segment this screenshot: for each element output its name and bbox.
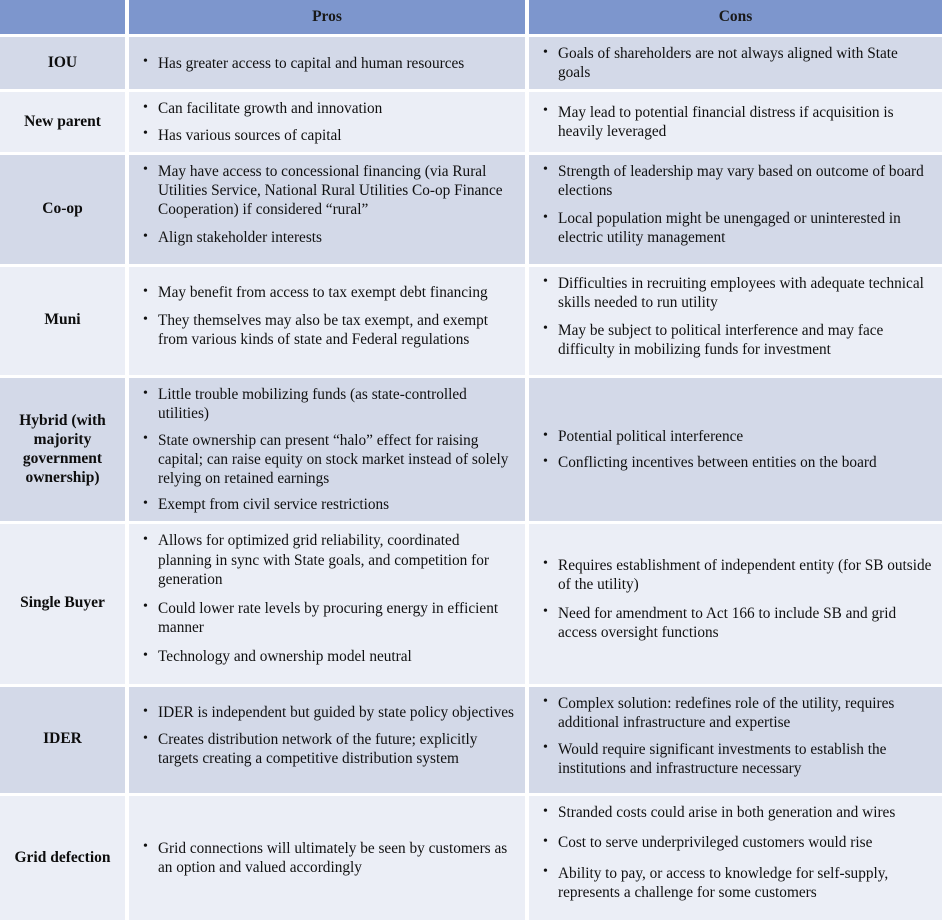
bullet-item: • Align stakeholder interests xyxy=(141,228,515,247)
bullet-item: • Has various sources of capital xyxy=(141,126,515,145)
row-pros-cell xyxy=(129,37,529,92)
table-row xyxy=(0,796,942,920)
table-row xyxy=(0,524,942,686)
bullet-item: • They themselves may also be tax exempt, and exempt from various kinds of state and Federal regulations xyxy=(141,311,515,349)
row-pros-cell xyxy=(129,155,529,267)
row-cons-cell xyxy=(529,155,942,267)
table-row xyxy=(0,37,942,92)
cons-bullet-list xyxy=(541,803,932,902)
bullet-item: • Complex solution: redefines role of the utility, requires additional infrastructure and expertise xyxy=(541,694,932,732)
bullet-item: • Exempt from civil service restrictions xyxy=(141,495,515,514)
row-category-label: IOU xyxy=(0,37,129,92)
bullet-item: • Conflicting incentives between entities on the board xyxy=(541,453,932,472)
cons-bullet-list xyxy=(541,162,932,248)
row-cons-cell xyxy=(529,267,942,379)
header-corner-cell xyxy=(0,0,129,37)
row-cons-cell xyxy=(529,37,942,92)
row-category-label: New parent xyxy=(0,92,129,154)
bullet-item: • May have access to concessional financing (via Rural Utilities Service, National Rural Utilities Co-op Finance Cooperation) if considered “rural” xyxy=(141,162,515,220)
row-pros-cell xyxy=(129,378,529,524)
row-category-label: Grid defection xyxy=(0,796,129,920)
bullet-item: • Potential political interference xyxy=(541,427,932,446)
bullet-item: • Allows for optimized grid reliability, coordinated planning in sync with State goals, and competition for generation xyxy=(141,531,515,589)
pros-bullet-list xyxy=(141,703,515,769)
table-header xyxy=(0,0,942,37)
row-category-label: Co-op xyxy=(0,155,129,267)
header-pros: Pros xyxy=(129,0,529,37)
row-cons-cell xyxy=(529,796,942,920)
pros-bullet-list xyxy=(141,54,515,73)
cons-bullet-list xyxy=(541,556,932,643)
bullet-item: • Ability to pay, or access to knowledge for self-supply, represents a challenge for some customers xyxy=(541,864,932,902)
bullet-item: • Would require significant investments to establish the institutions and infrastructure necessary xyxy=(541,740,932,778)
bullet-item: • State ownership can present “halo” effect for raising capital; can raise equity on stock market instead of solely relying on retained earnings xyxy=(141,431,515,489)
cons-bullet-list xyxy=(541,427,932,472)
pros-bullet-list xyxy=(141,162,515,248)
table-row xyxy=(0,378,942,524)
table-row xyxy=(0,687,942,797)
bullet-item: • May lead to potential financial distress if acquisition is heavily leveraged xyxy=(541,103,932,141)
row-pros-cell xyxy=(129,92,529,154)
pros-bullet-list xyxy=(141,283,515,350)
bullet-item: • Goals of shareholders are not always aligned with State goals xyxy=(541,44,932,82)
bullet-item: • Technology and ownership model neutral xyxy=(141,647,515,666)
row-cons-cell xyxy=(529,92,942,154)
header-cons: Cons xyxy=(529,0,942,37)
bullet-item: • Need for amendment to Act 166 to include SB and grid access oversight functions xyxy=(541,604,932,642)
row-category-label: Muni xyxy=(0,267,129,379)
row-category-label: Hybrid (with majority government ownership) xyxy=(0,378,129,524)
table-row xyxy=(0,155,942,267)
bullet-item: • Requires establishment of independent entity (for SB outside of the utility) xyxy=(541,556,932,594)
row-pros-cell xyxy=(129,267,529,379)
row-pros-cell xyxy=(129,524,529,686)
pros-bullet-list xyxy=(141,99,515,144)
bullet-item: • Could lower rate levels by procuring energy in efficient manner xyxy=(141,599,515,637)
bullet-item: • Creates distribution network of the future; explicitly targets creating a competitive distribution system xyxy=(141,730,515,768)
row-cons-cell xyxy=(529,378,942,524)
row-cons-cell xyxy=(529,687,942,797)
cons-bullet-list xyxy=(541,274,932,360)
bullet-item: • Stranded costs could arise in both generation and wires xyxy=(541,803,932,822)
pros-bullet-list xyxy=(141,531,515,666)
cons-bullet-list xyxy=(541,694,932,779)
row-category-label: IDER xyxy=(0,687,129,797)
bullet-item: • Cost to serve underprivileged customers would rise xyxy=(541,833,932,852)
table-row xyxy=(0,92,942,154)
bullet-item: • Local population might be unengaged or uninterested in electric utility management xyxy=(541,209,932,247)
table-row xyxy=(0,267,942,379)
header-row xyxy=(0,0,942,37)
row-pros-cell xyxy=(129,796,529,920)
bullet-item: • Little trouble mobilizing funds (as state-controlled utilities) xyxy=(141,385,515,423)
cons-bullet-list xyxy=(541,44,932,82)
cons-bullet-list xyxy=(541,103,932,141)
bullet-item: • Has greater access to capital and human resources xyxy=(141,54,515,73)
row-pros-cell xyxy=(129,687,529,797)
pros-bullet-list xyxy=(141,385,515,514)
bullet-item: • IDER is independent but guided by state policy objectives xyxy=(141,703,515,722)
row-cons-cell xyxy=(529,524,942,686)
bullet-item: • May benefit from access to tax exempt debt financing xyxy=(141,283,515,302)
bullet-item: • Strength of leadership may vary based on outcome of board elections xyxy=(541,162,932,200)
pros-bullet-list xyxy=(141,839,515,877)
row-category-label: Single Buyer xyxy=(0,524,129,686)
table-body xyxy=(0,37,942,920)
bullet-item: • Grid connections will ultimately be seen by customers as an option and valued accordingly xyxy=(141,839,515,877)
bullet-item: • May be subject to political interference and may face difficulty in mobilizing funds for investment xyxy=(541,321,932,359)
bullet-item: • Difficulties in recruiting employees with adequate technical skills needed to run utility xyxy=(541,274,932,312)
bullet-item: • Can facilitate growth and innovation xyxy=(141,99,515,118)
